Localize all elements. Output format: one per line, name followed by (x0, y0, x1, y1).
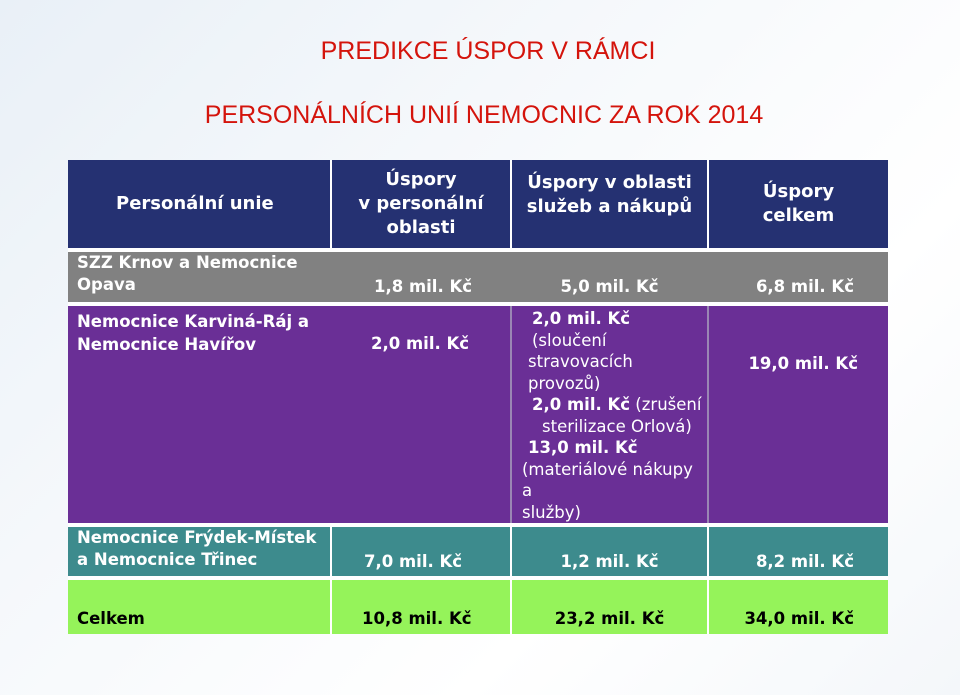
header-total-savings: Úspory celkem (708, 160, 888, 248)
table-row (68, 527, 888, 576)
row-label: Nemocnice Frýdek-Místek a Nemocnice Třinec (77, 528, 317, 569)
header-personal-union: Personální unie (116, 193, 274, 214)
total-services-value: 23,2 mil. Kč (511, 580, 708, 634)
personal-savings-value: 2,0 mil. Kč (371, 334, 470, 353)
total-row (68, 580, 888, 634)
services-item-materials-detail: (materiálové nákupy a (522, 459, 693, 500)
personal-savings-value: 7,0 mil. Kč (331, 527, 511, 576)
total-personal-value: 10,8 mil. Kč (331, 580, 511, 634)
services-item-materials-detail-2: služby) (522, 502, 581, 522)
services-item-materials: 13,0 mil. Kč (528, 438, 638, 457)
savings-table (68, 160, 888, 634)
table-header-row (68, 160, 888, 248)
row-label: SZZ Krnov a Nemocnice Opava (77, 253, 298, 294)
total-row-label: Celkem (77, 609, 145, 628)
services-savings-breakdown (511, 306, 708, 523)
table-row (68, 306, 888, 523)
row-label: Nemocnice Karviná-Ráj a Nemocnice Havířov (77, 312, 309, 354)
title-line-2: PERSONÁLNÍCH UNIÍ NEMOCNIC ZA ROK 2014 (204, 101, 764, 129)
title-line-1: PREDIKCE ÚSPOR V RÁMCI (320, 37, 656, 65)
services-item-catering: 2,0 mil. Kč (sloučení (532, 309, 631, 350)
services-item-sterilization-detail: sterilizace Orlová) (542, 416, 692, 436)
services-savings-value: 5,0 mil. Kč (560, 277, 659, 296)
header-services-savings: Úspory v oblasti služeb a nákupů (511, 160, 708, 248)
grand-total-value: 34,0 mil. Kč (708, 580, 888, 634)
total-savings-value: 8,2 mil. Kč (708, 527, 888, 576)
services-savings-value: 1,2 mil. Kč (511, 527, 708, 576)
total-savings-value: 19,0 mil. Kč (748, 354, 858, 373)
personal-savings-value: 1,8 mil. Kč (373, 277, 473, 296)
services-item-sterilization: 2,0 mil. Kč (zrušení (532, 395, 702, 414)
table-row (68, 252, 888, 302)
services-item-catering-detail: stravovacích provozů) (528, 352, 633, 393)
total-savings-value: 6,8 mil. Kč (755, 277, 854, 296)
header-personal-savings: Úspory v personální oblasti (331, 160, 511, 248)
